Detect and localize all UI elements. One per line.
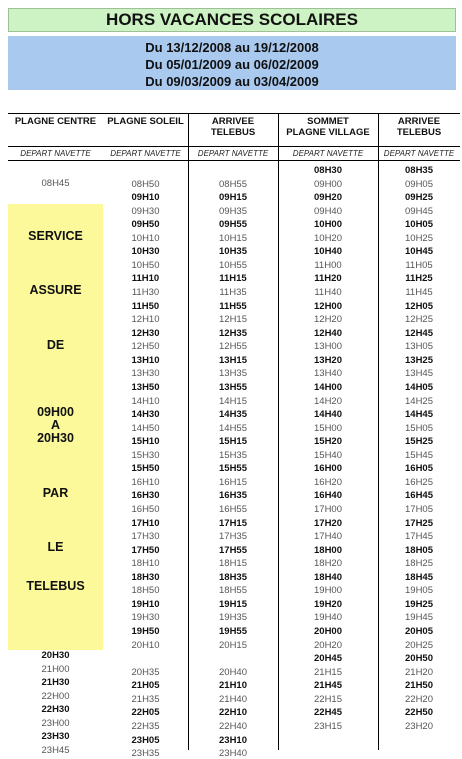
time-cell: 15H45 xyxy=(405,449,433,461)
service-line: TELEBUS xyxy=(26,579,85,593)
time-cell: 13H25 xyxy=(405,354,433,366)
time-cell: 12H05 xyxy=(405,300,433,312)
column-header-line: TELEBUS xyxy=(210,127,256,138)
time-cell: 22H40 xyxy=(219,720,247,732)
time-cell: 13H05 xyxy=(405,341,433,353)
time-cell: 13H40 xyxy=(314,368,342,380)
time-cell: 23H15 xyxy=(314,720,342,732)
column-header-line: TELEBUS xyxy=(396,127,442,138)
service-line: LE xyxy=(47,540,64,554)
time-cell: 16H55 xyxy=(219,504,247,515)
time-cell: 22H00 xyxy=(41,690,70,702)
header-divider xyxy=(8,146,460,147)
column-header-line: PLAGNE SOLEIL xyxy=(107,116,184,127)
time-cell: 22H45 xyxy=(314,707,342,719)
column-header xyxy=(188,116,278,138)
time-cell: 18H30 xyxy=(131,571,160,583)
time-cell: 21H30 xyxy=(41,677,70,689)
time-cell: 09H40 xyxy=(314,205,342,217)
time-cell: 14H35 xyxy=(219,409,247,421)
period-line: Du 09/03/2009 au 03/04/2009 xyxy=(145,74,319,89)
time-cell: 15H15 xyxy=(219,436,247,448)
time-cell: 23H05 xyxy=(131,734,160,746)
time-cell: 19H30 xyxy=(131,612,160,624)
time-cell: 11H35 xyxy=(219,287,247,299)
time-cell: 14H30 xyxy=(131,409,160,421)
time-cell: 10H55 xyxy=(219,259,247,271)
time-cell: 11H30 xyxy=(131,287,160,299)
time-cell: 13H35 xyxy=(219,368,247,380)
time-cell: 12H15 xyxy=(219,314,247,326)
time-cell: 08H30 xyxy=(314,165,342,176)
time-cell: 18H20 xyxy=(314,558,342,570)
time-cell: 18H50 xyxy=(131,585,160,597)
time-cell: 17H00 xyxy=(314,504,342,515)
time-cell: 16H00 xyxy=(314,463,342,475)
time-cell: 18H15 xyxy=(219,558,247,570)
table-top-border xyxy=(8,113,460,114)
time-cell: 20H40 xyxy=(219,666,247,678)
time-cell: 23H40 xyxy=(219,748,247,759)
time-cell: 14H50 xyxy=(131,422,160,434)
time-cell: 19H50 xyxy=(131,626,160,638)
time-cell: 14H10 xyxy=(131,395,160,407)
time-cell: 21H20 xyxy=(405,666,433,678)
time-cell: 09H05 xyxy=(405,178,433,190)
time-cell: 09H30 xyxy=(131,205,160,217)
service-line: SERVICE xyxy=(28,229,83,243)
column-subheader: DEPART NAVETTE xyxy=(20,149,91,158)
time-cell: 21H05 xyxy=(131,680,160,692)
time-cell: 15H50 xyxy=(131,463,160,475)
time-cell: 22H10 xyxy=(219,707,247,719)
time-cell: 23H20 xyxy=(405,720,433,732)
time-cell: 19H25 xyxy=(405,598,433,610)
column-header-line: PLAGNE VILLAGE xyxy=(286,127,370,138)
time-cell: 09H00 xyxy=(314,178,342,190)
time-cell: 10H40 xyxy=(314,246,342,258)
time-cell: 12H30 xyxy=(131,327,160,339)
time-cell: 12H40 xyxy=(314,327,342,339)
subheader-divider xyxy=(8,160,460,161)
time-cell: 19H45 xyxy=(405,612,433,624)
time-cell: 23H00 xyxy=(41,717,70,729)
column-subheader: DEPART NAVETTE xyxy=(383,149,455,158)
time-cell: 11H45 xyxy=(405,287,433,299)
time-cell: 11H50 xyxy=(131,300,160,312)
time-cell: 20H05 xyxy=(405,626,433,638)
service-line: 09H00 xyxy=(37,405,74,419)
time-cell: 17H40 xyxy=(314,531,342,543)
time-cell: 18H00 xyxy=(314,544,342,556)
time-cell: 13H00 xyxy=(314,341,342,353)
time-cell: 12H55 xyxy=(219,341,247,353)
time-cell: 17H30 xyxy=(131,531,160,543)
time-cell: 21H35 xyxy=(131,693,160,705)
time-cell: 14H20 xyxy=(314,395,342,407)
time-cell: 20H35 xyxy=(131,666,160,678)
time-cell: 15H25 xyxy=(405,436,433,448)
time-cell: 22H20 xyxy=(405,693,433,705)
time-cell: 11H20 xyxy=(314,273,342,285)
time-cell: 19H40 xyxy=(314,612,342,624)
column-subheader: DEPART NAVETTE xyxy=(197,149,269,158)
time-cell: 20H30 xyxy=(41,650,70,661)
time-cell: 23H30 xyxy=(41,731,70,743)
time-cell: 18H55 xyxy=(219,585,247,597)
time-cell: 13H10 xyxy=(131,354,160,366)
time-cell: 19H10 xyxy=(131,598,160,610)
time-cell: 21H15 xyxy=(314,666,342,678)
time-cell: 12H45 xyxy=(405,327,433,339)
time-cell: 12H00 xyxy=(314,300,342,312)
service-line: A xyxy=(50,418,61,432)
time-cell: 19H35 xyxy=(219,612,247,624)
time-cell: 11H15 xyxy=(219,273,247,285)
time-cell: 18H25 xyxy=(405,558,433,570)
time-cell: 16H30 xyxy=(131,490,160,502)
time-cell: 12H50 xyxy=(131,341,160,353)
time-cell: 14H15 xyxy=(219,395,247,407)
time-cell: 14H00 xyxy=(314,381,342,393)
time-cell: 17H35 xyxy=(219,531,247,543)
time-cell: 17H10 xyxy=(131,517,160,529)
time-cell: 15H30 xyxy=(131,449,160,461)
time-cell: 20H45 xyxy=(314,653,342,665)
time-cell: 16H50 xyxy=(131,504,160,515)
time-cell: 19H00 xyxy=(314,585,342,597)
time-cell: 16H10 xyxy=(131,476,160,488)
time-cell: 16H15 xyxy=(219,476,247,488)
time-cell: 09H55 xyxy=(219,219,247,231)
time-cell: 16H45 xyxy=(405,490,433,502)
timetable xyxy=(8,113,460,759)
schedule-banner xyxy=(8,8,456,32)
time-cell: 08H35 xyxy=(405,165,433,176)
time-cell: 20H50 xyxy=(405,653,433,665)
period-line: Du 13/12/2008 au 19/12/2008 xyxy=(145,40,319,55)
time-cell: 20H10 xyxy=(131,639,160,651)
time-cell: 08H45 xyxy=(41,178,70,189)
time-cell: 09H50 xyxy=(131,219,160,231)
time-cell: 13H30 xyxy=(131,368,160,380)
column-header xyxy=(278,116,378,138)
time-cell: 22H50 xyxy=(405,707,433,719)
time-cell: 10H30 xyxy=(131,246,160,258)
time-cell: 09H35 xyxy=(219,205,247,217)
time-cell: 11H00 xyxy=(314,259,342,271)
time-cell: 10H20 xyxy=(314,232,342,244)
time-cell: 11H25 xyxy=(405,273,433,285)
time-cell: 10H15 xyxy=(219,232,247,244)
time-cell: 13H20 xyxy=(314,354,342,366)
time-cell: 18H05 xyxy=(405,544,433,556)
time-cell: 17H20 xyxy=(314,517,342,529)
time-cell: 14H55 xyxy=(219,422,247,434)
time-cell: 16H20 xyxy=(314,476,342,488)
time-cell: 12H20 xyxy=(314,314,342,326)
service-line: ASSURE xyxy=(29,283,82,297)
time-cell: 09H10 xyxy=(131,192,160,204)
column-header-line: ARRIVEE xyxy=(211,116,255,127)
time-cell: 15H10 xyxy=(131,436,160,448)
column-header-line: SOMMET xyxy=(307,116,349,127)
time-cell: 13H45 xyxy=(405,368,433,380)
time-cell: 09H25 xyxy=(405,192,433,204)
time-cell: 12H25 xyxy=(405,314,433,326)
time-cell: 10H25 xyxy=(405,232,433,244)
time-cell: 08H50 xyxy=(131,178,160,190)
time-cell: 21H00 xyxy=(41,663,70,675)
time-cell: 19H20 xyxy=(314,598,342,610)
time-cell: 20H25 xyxy=(405,639,433,651)
time-cell: 15H55 xyxy=(219,463,247,475)
time-cell: 10H45 xyxy=(405,246,433,258)
time-cell: 18H10 xyxy=(131,558,160,570)
column-header xyxy=(8,116,103,127)
time-cell: 22H05 xyxy=(131,707,160,719)
time-cell: 23H10 xyxy=(219,734,247,746)
column-header xyxy=(378,116,460,138)
time-cell: 21H45 xyxy=(314,680,342,692)
time-cell: 11H55 xyxy=(219,300,247,312)
time-cell: 11H10 xyxy=(131,273,160,285)
time-cell: 17H25 xyxy=(405,517,433,529)
time-cell: 23H35 xyxy=(131,748,160,759)
time-cell: 14H45 xyxy=(405,409,433,421)
time-cell: 12H35 xyxy=(219,327,247,339)
column-header-line: ARRIVEE xyxy=(397,116,441,127)
time-cell: 17H15 xyxy=(219,517,247,529)
time-cell: 16H35 xyxy=(219,490,247,502)
time-cell: 18H40 xyxy=(314,571,342,583)
service-line: 20H30 xyxy=(37,431,74,445)
time-cell: 10H05 xyxy=(405,219,433,231)
time-cell: 13H50 xyxy=(131,381,160,393)
time-cell: 08H55 xyxy=(219,178,247,190)
time-cell: 13H55 xyxy=(219,381,247,393)
time-cell: 16H25 xyxy=(405,476,433,488)
time-cell: 15H40 xyxy=(314,449,342,461)
time-cell: 22H35 xyxy=(131,720,160,732)
time-cell: 16H05 xyxy=(405,463,433,475)
time-cell: 23H45 xyxy=(41,744,70,756)
time-cell: 10H00 xyxy=(314,219,342,231)
time-cell: 14H25 xyxy=(405,395,433,407)
time-cell: 18H35 xyxy=(219,571,247,583)
time-cell: 17H50 xyxy=(131,544,160,556)
time-cell: 21H50 xyxy=(405,680,433,692)
time-cell: 09H45 xyxy=(405,205,433,217)
time-cell: 15H00 xyxy=(314,422,342,434)
time-cell: 19H15 xyxy=(219,598,247,610)
banner-title: HORS VACANCES SCOLAIRES xyxy=(106,10,358,29)
time-cell: 17H05 xyxy=(405,504,433,515)
time-cell: 15H35 xyxy=(219,449,247,461)
service-line: DE xyxy=(46,338,65,352)
time-cell: 14H40 xyxy=(314,409,342,421)
time-cell: 21H10 xyxy=(219,680,247,692)
time-cell: 19H55 xyxy=(219,626,247,638)
time-cell: 22H30 xyxy=(41,704,70,716)
time-cell: 09H20 xyxy=(314,192,342,204)
time-cell: 20H20 xyxy=(314,639,342,651)
time-cell: 17H55 xyxy=(219,544,247,556)
time-cell: 12H10 xyxy=(131,314,160,326)
period-line: Du 05/01/2009 au 06/02/2009 xyxy=(145,57,319,72)
time-cell: 09H15 xyxy=(219,192,247,204)
time-cell: 20H15 xyxy=(219,639,247,651)
time-cell: 18H45 xyxy=(405,571,433,583)
time-cell: 19H05 xyxy=(405,585,433,597)
time-cell: 10H50 xyxy=(131,259,160,271)
column-header-line: PLAGNE CENTRE xyxy=(14,116,97,127)
time-cell: 13H15 xyxy=(219,354,247,366)
time-cell: 11H05 xyxy=(405,259,433,271)
time-cell: 10H10 xyxy=(131,232,160,244)
time-cell: 21H40 xyxy=(219,693,247,705)
service-line: PAR xyxy=(42,486,69,500)
column-subheader: DEPART NAVETTE xyxy=(292,149,364,158)
time-cell: 11H40 xyxy=(314,287,342,299)
period-box xyxy=(8,36,456,90)
time-cell: 15H05 xyxy=(405,422,433,434)
column-header xyxy=(103,116,188,127)
time-cell: 15H20 xyxy=(314,436,342,448)
time-cell: 16H40 xyxy=(314,490,342,502)
time-cell: 10H35 xyxy=(219,246,247,258)
column-subheader: DEPART NAVETTE xyxy=(110,149,181,158)
time-cell: 17H45 xyxy=(405,531,433,543)
time-cell: 14H05 xyxy=(405,381,433,393)
time-cell: 20H00 xyxy=(314,626,342,638)
time-cell: 22H15 xyxy=(314,693,342,705)
